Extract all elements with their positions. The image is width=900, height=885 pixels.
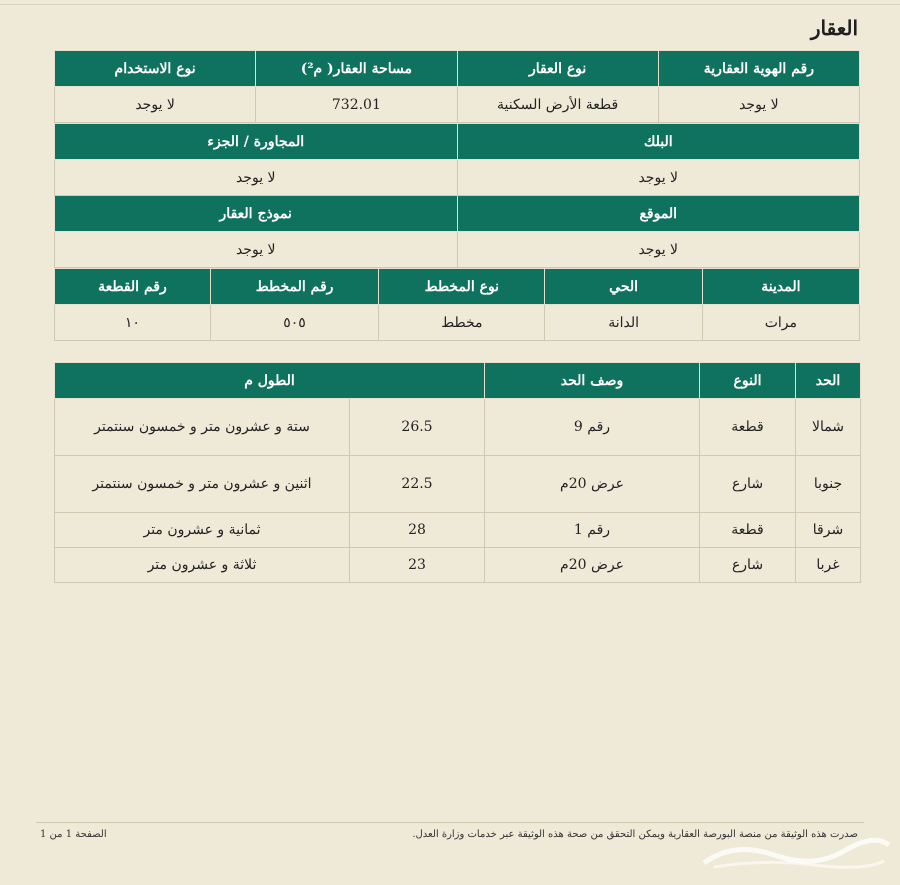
bound-type: شارع bbox=[700, 548, 796, 583]
value-city: مرات bbox=[702, 305, 859, 341]
table-row bbox=[55, 548, 861, 583]
bounds-table bbox=[54, 362, 861, 583]
property-header-row-1 bbox=[55, 51, 860, 87]
value-neighborhood-part: لا يوجد bbox=[55, 160, 458, 196]
city-value-row bbox=[55, 305, 860, 341]
property-table bbox=[54, 50, 860, 123]
header-type: النوع bbox=[700, 363, 796, 399]
header-city: المدينة bbox=[702, 269, 859, 305]
table-row bbox=[55, 399, 861, 456]
table-row bbox=[55, 513, 861, 548]
value-usage-type: لا يوجد bbox=[55, 87, 256, 123]
header-property-type: نوع العقار bbox=[457, 51, 658, 87]
bound-description: رقم 1 bbox=[485, 513, 700, 548]
header-length: الطول م bbox=[55, 363, 485, 399]
value-plan-type: مخطط bbox=[379, 305, 545, 341]
header-block: البلك bbox=[457, 124, 860, 160]
city-table bbox=[54, 268, 860, 341]
value-plot-number: ١٠ bbox=[55, 305, 211, 341]
section-title: العقار bbox=[810, 16, 858, 40]
header-plan-number: رقم المخطط bbox=[210, 269, 378, 305]
value-district: الدانة bbox=[545, 305, 702, 341]
table-row bbox=[55, 456, 861, 513]
bound-type: قطعة bbox=[700, 399, 796, 456]
value-property-id: لا يوجد bbox=[658, 87, 859, 123]
bound-type: شارع bbox=[700, 456, 796, 513]
block-value-row bbox=[55, 160, 860, 196]
header-neighborhood-part: المجاورة / الجزء bbox=[55, 124, 458, 160]
header-property-model: نموذج العقار bbox=[55, 196, 458, 232]
footer-divider bbox=[36, 822, 864, 823]
footer-note: صدرت هذه الوثيقة من منصة البورصة العقارية ويمكن التحقق من صحة هذه الوثيقة عبر خدمات وزارة العدل. bbox=[412, 829, 858, 840]
bounds-header-row bbox=[55, 363, 861, 399]
bound-length-text: ثمانية و عشرون متر bbox=[55, 513, 350, 548]
header-description: وصف الحد bbox=[485, 363, 700, 399]
city-header-row bbox=[55, 269, 860, 305]
page-number: الصفحة 1 من 1 bbox=[40, 829, 107, 840]
block-table bbox=[54, 123, 860, 268]
bound-side: غربا bbox=[796, 548, 861, 583]
header-plot-number: رقم القطعة bbox=[55, 269, 211, 305]
header-property-id: رقم الهوية العقارية bbox=[658, 51, 859, 87]
bound-type: قطعة bbox=[700, 513, 796, 548]
watermark-logo bbox=[694, 833, 894, 873]
header-usage-type: نوع الاستخدام bbox=[55, 51, 256, 87]
value-property-type: قطعة الأرض السكنية bbox=[457, 87, 658, 123]
block-header-row bbox=[55, 124, 860, 160]
bound-description: عرض 20م bbox=[485, 548, 700, 583]
top-rule bbox=[0, 0, 900, 5]
header-property-area: مساحة العقار( م²) bbox=[256, 51, 457, 87]
property-value-row-1 bbox=[55, 87, 860, 123]
bound-length: 28 bbox=[350, 513, 485, 548]
bound-description: عرض 20م bbox=[485, 456, 700, 513]
location-header-row bbox=[55, 196, 860, 232]
bound-length-text: اثنين و عشرون متر و خمسون سنتمتر bbox=[55, 456, 350, 513]
bound-side: شرقا bbox=[796, 513, 861, 548]
bound-side: شمالا bbox=[796, 399, 861, 456]
value-property-area: 732.01 bbox=[256, 87, 457, 123]
bound-length: 23 bbox=[350, 548, 485, 583]
location-value-row bbox=[55, 232, 860, 268]
bound-description: رقم 9 bbox=[485, 399, 700, 456]
bound-length-text: ستة و عشرون متر و خمسون سنتمتر bbox=[55, 399, 350, 456]
bound-side: جنوبا bbox=[796, 456, 861, 513]
header-plan-type: نوع المخطط bbox=[379, 269, 545, 305]
bound-length: 26.5 bbox=[350, 399, 485, 456]
value-plan-number: ٥٠٥ bbox=[210, 305, 378, 341]
value-property-model: لا يوجد bbox=[55, 232, 458, 268]
header-district: الحي bbox=[545, 269, 702, 305]
header-side: الحد bbox=[796, 363, 861, 399]
value-block: لا يوجد bbox=[457, 160, 860, 196]
value-location: لا يوجد bbox=[457, 232, 860, 268]
bound-length-text: ثلاثة و عشرون متر bbox=[55, 548, 350, 583]
bound-length: 22.5 bbox=[350, 456, 485, 513]
header-location: الموقع bbox=[457, 196, 860, 232]
